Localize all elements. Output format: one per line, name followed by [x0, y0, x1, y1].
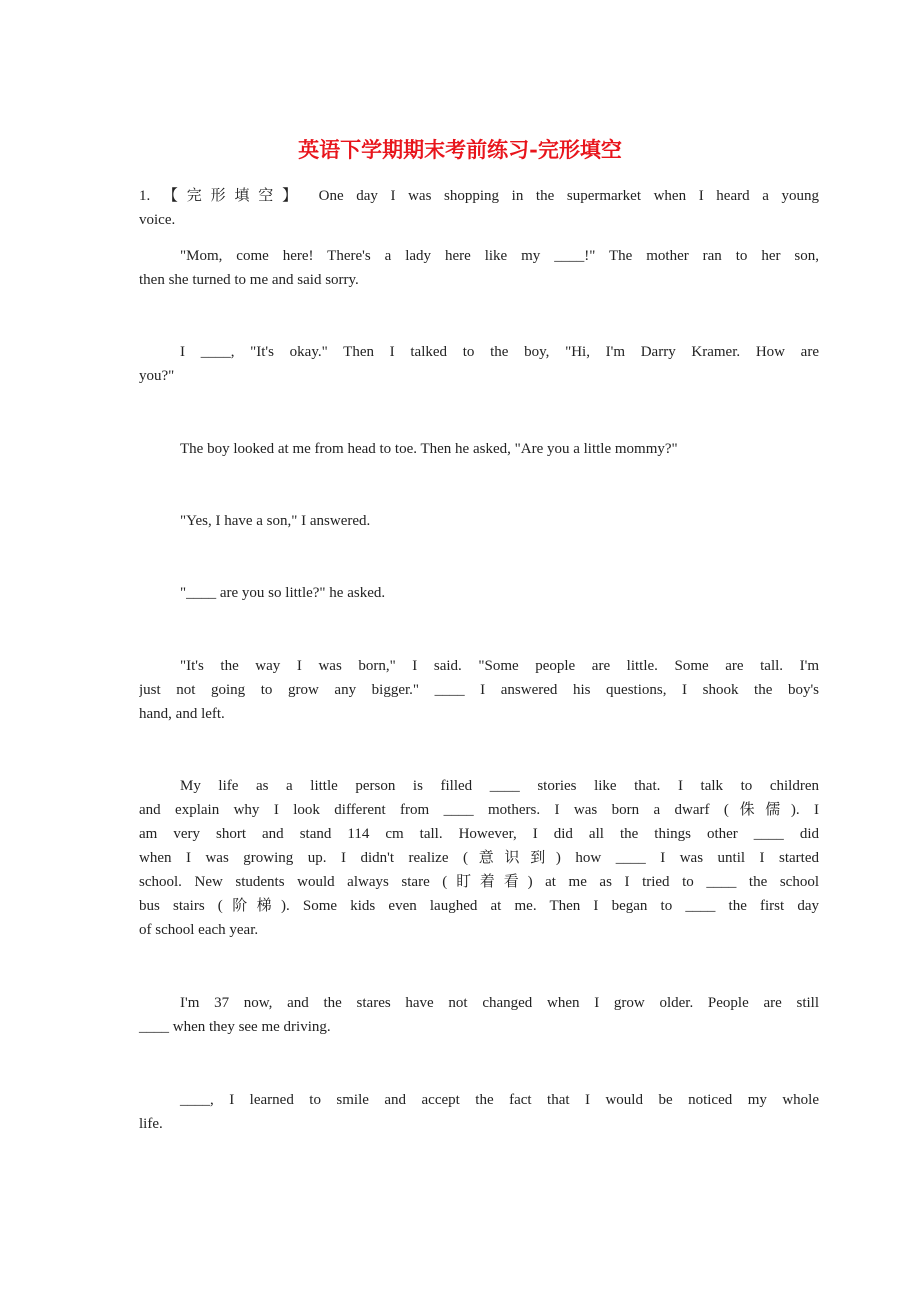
- text-line: "____ are you so little?" he asked.: [180, 585, 386, 601]
- paragraph: [139, 340, 819, 388]
- text-line: My life as a little person is filled ____ stories like that. I talk to children: [180, 778, 819, 794]
- text-line: bus stairs (阶梯). Some kids even laughed at me. Then I began to ____ the first day: [139, 898, 819, 914]
- text-line: I'm 37 now, and the stares have not changed when I grow older. People are still: [180, 995, 819, 1011]
- paragraph: [139, 437, 819, 461]
- text-line: life.: [139, 1116, 163, 1132]
- text-line: 1. 【完形填空】 One day I was shopping in the supermarket when I heard a young: [139, 188, 819, 204]
- text-line: ____, I learned to smile and accept the fact that I would be noticed my whole: [180, 1092, 819, 1108]
- text-line: of school each year.: [139, 922, 259, 938]
- text-line: hand, and left.: [139, 706, 225, 722]
- text-line: I ____, "It's okay." Then I talked to the boy, "Hi, I'm Darry Kramer. How are: [180, 344, 819, 360]
- paragraph: [139, 1088, 819, 1136]
- text-line: am very short and stand 114 cm tall. However, I did all the things other ____ did: [139, 826, 819, 842]
- paragraph: [139, 184, 819, 232]
- paragraph: [139, 244, 819, 292]
- paragraph: [139, 654, 819, 726]
- text-line: ____ when they see me driving.: [139, 1019, 331, 1035]
- paragraph: [139, 774, 819, 942]
- text-line: "It's the way I was born," I said. "Some people are little. Some are tall. I'm: [180, 658, 819, 674]
- text-line: voice.: [139, 212, 176, 228]
- paragraph: [139, 581, 819, 605]
- text-line: "Yes, I have a son," I answered.: [180, 513, 371, 529]
- page-title: 英语下学期期末考前练习-完形填空: [298, 137, 622, 162]
- text-line: you?": [139, 368, 175, 384]
- text-line: and explain why I look different from ____ mothers. I was born a dwarf (侏儒). I: [139, 802, 819, 818]
- paragraph: [139, 509, 819, 533]
- text-line: then she turned to me and said sorry.: [139, 272, 359, 288]
- text-line: The boy looked at me from head to toe. Then he asked, "Are you a little mommy?": [180, 441, 678, 457]
- text-line: "Mom, come here! There's a lady here like my ____!" The mother ran to her son,: [180, 248, 819, 264]
- text-line: school. New students would always stare (盯着看) at me as I tried to ____ the school: [139, 874, 819, 890]
- paragraph: [139, 991, 819, 1039]
- text-line: just not going to grow any bigger." ____ I answered his questions, I shook the boy's: [139, 682, 819, 698]
- text-line: when I was growing up. I didn't realize (意识到) how ____ I was until I started: [139, 850, 819, 866]
